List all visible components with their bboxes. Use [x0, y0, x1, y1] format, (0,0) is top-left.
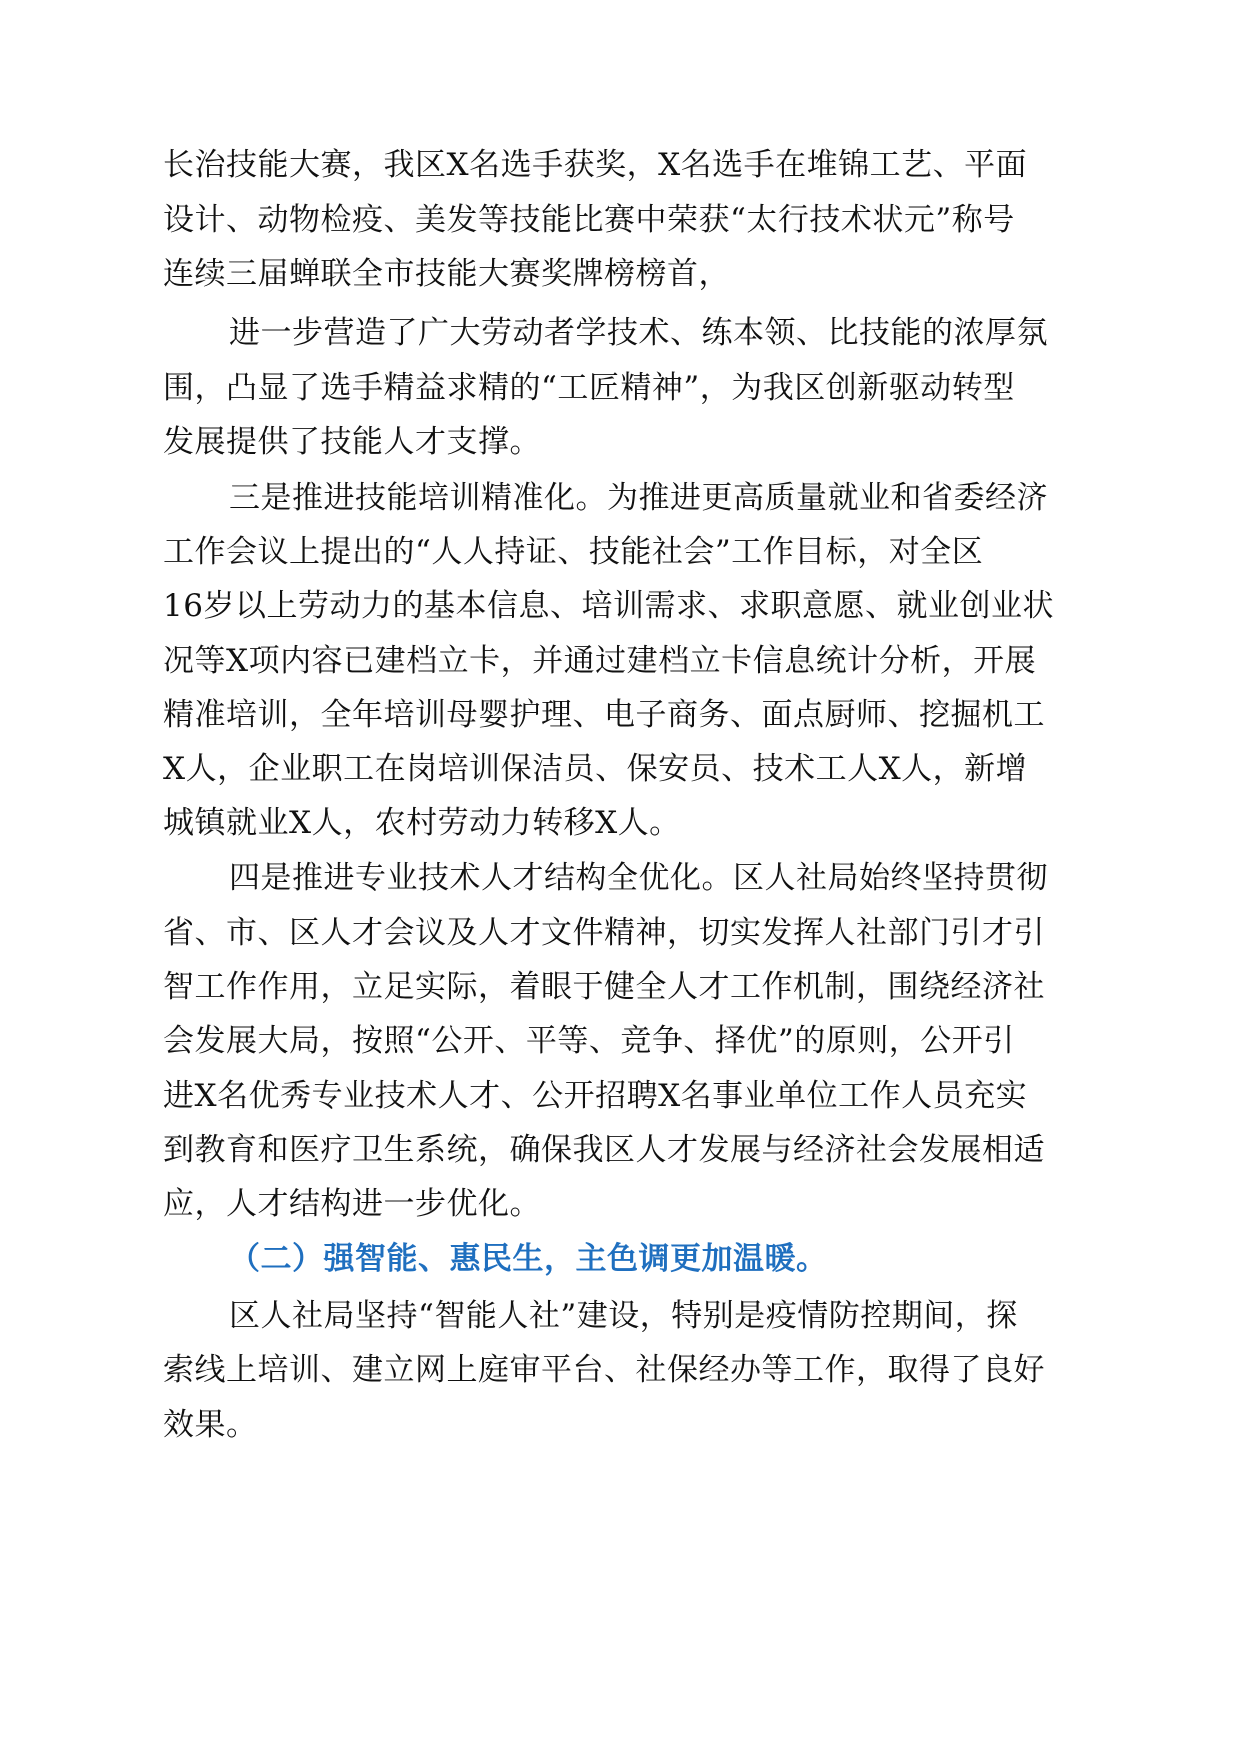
paragraph-line: 索线上培训、建立网上庭审平台、社保经办等工作，取得了良好	[163, 1352, 1045, 1388]
paragraph-line: 四是推进专业技术人才结构全优化。区人社局始终坚持贯彻	[229, 860, 1048, 896]
paragraph-line: 连续三届蝉联全市技能大赛奖牌榜榜首，	[163, 256, 730, 292]
paragraph-line: 省、市、区人才会议及人才文件精神，切实发挥人社部门引才引	[163, 915, 1045, 951]
paragraph-line: 进一步营造了广大劳动者学技术、练本领、比技能的浓厚氛	[229, 315, 1048, 351]
paragraph-line: 智工作作用，立足实际，着眼于健全人才工作机制，围绕经济社	[163, 969, 1045, 1005]
paragraph-line: 围，凸显了选手精益求精的“工匠精神”，为我区创新驱动转型	[163, 370, 1015, 406]
paragraph-line: X人，企业职工在岗培训保洁员、保安员、技术工人X人，新增	[163, 751, 1028, 787]
paragraph-line: 三是推进技能培训精准化。为推进更高质量就业和省委经济	[229, 480, 1048, 516]
paragraph-line: 况等X项内容已建档立卡，并通过建档立卡信息统计分析，开展	[163, 643, 1037, 679]
paragraph-line: 到教育和医疗卫生系统，确保我区人才发展与经济社会发展相适	[163, 1132, 1045, 1168]
paragraph-line: 精准培训，全年培训母婴护理、电子商务、面点厨师、挖掘机工	[163, 697, 1045, 733]
paragraph-line: 进X名优秀专业技术人才、公开招聘X名事业单位工作人员充实	[163, 1078, 1028, 1114]
paragraph-line: 工作会议上提出的“人人持证、技能社会”工作目标，对全区	[163, 534, 984, 570]
paragraph-line: 16岁以上劳动力的基本信息、培训需求、求职意愿、就业创业状	[163, 588, 1054, 624]
paragraph-line: 效果。	[163, 1407, 258, 1443]
paragraph-line: 应，人才结构进一步优化。	[163, 1186, 541, 1222]
section-heading: （二）强智能、惠民生，主色调更加温暖。	[229, 1241, 828, 1277]
paragraph-line: 设计、动物检疫、美发等技能比赛中荣获“太行技术状元”称号	[163, 202, 1015, 238]
paragraph-line: 会发展大局，按照“公开、平等、竞争、择优”的原则，公开引	[163, 1023, 1015, 1059]
paragraph-line: 城镇就业X人，农村劳动力转移X人。	[163, 805, 681, 841]
paragraph-line: 区人社局坚持“智能人社”建设，特别是疫情防控期间，探	[229, 1298, 1018, 1334]
paragraph-line: 发展提供了技能人才支撑。	[163, 424, 541, 460]
paragraph-line: 长治技能大赛，我区X名选手获奖，X名选手在堆锦工艺、平面	[163, 147, 1028, 183]
